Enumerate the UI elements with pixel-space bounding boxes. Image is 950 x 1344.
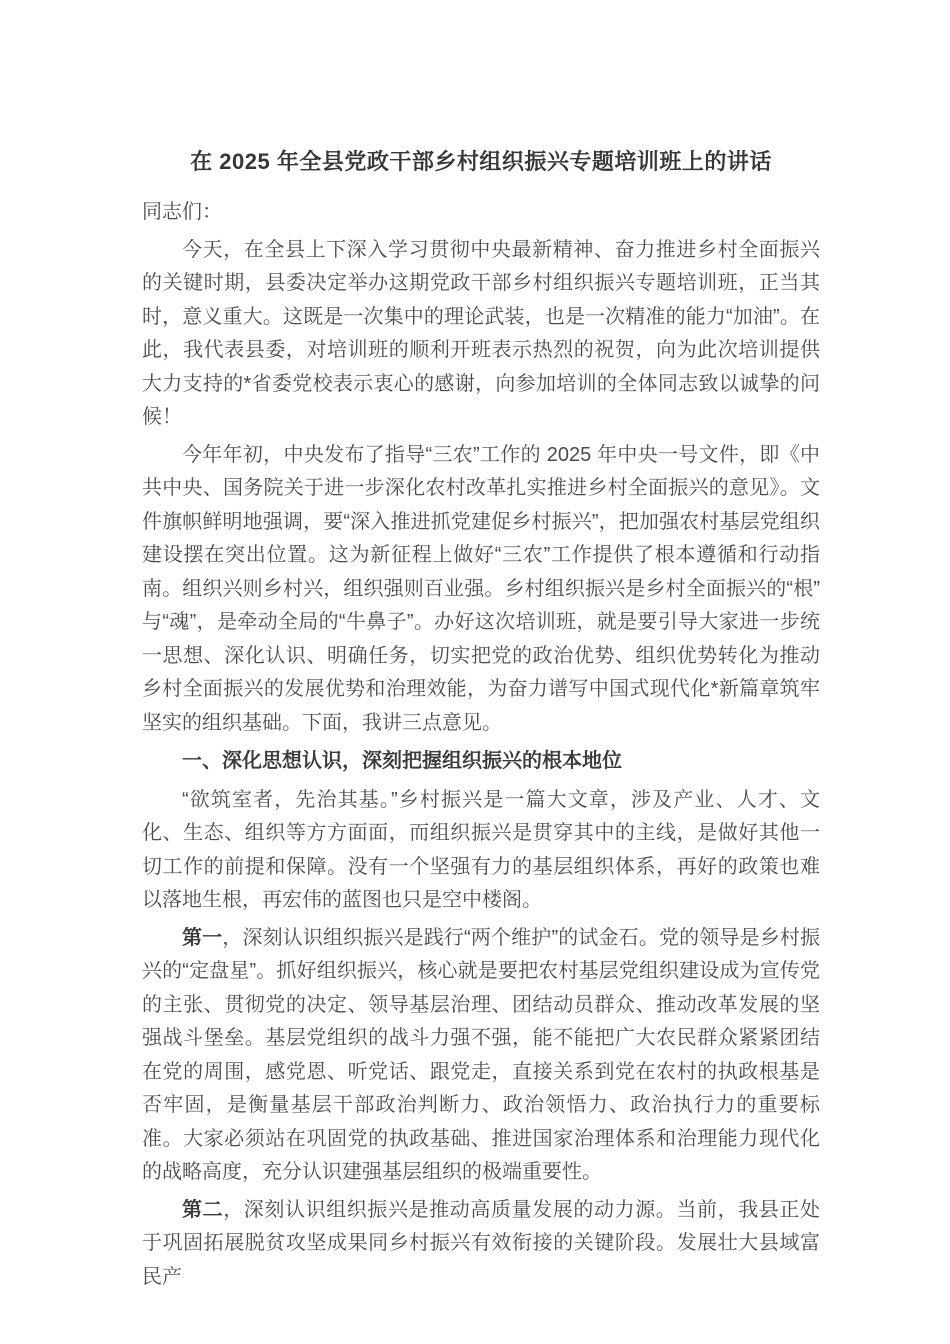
paragraph-second-point-body: ，深刻认识组织振兴是推动高质量发展的动力源。当前，我县正处于巩固拓展脱贫攻坚成果同乡村振兴有效衔接的关键阶段。发展壮大县域富民产 — [142, 1198, 821, 1288]
salutation: 同志们： — [142, 201, 222, 223]
paragraph-foundation: “欲筑室者，先治其基。”乡村振兴是一篇大文章，涉及产业、人才、文化、生态、组织等方方面面，而组织振兴是贯穿其中的主线，是做好其他一切工作的前提和保障。没有一个坚强有力的基层组织体系，再好的政策也难以落地生根，再宏伟的蓝图也只是空中楼阁。 — [142, 788, 820, 911]
section-heading-1: 一、深化思想认识，深刻把握组织振兴的根本地位 — [182, 750, 622, 772]
paragraph-first-point-lead: 第一 — [182, 926, 223, 949]
paragraph-central-document: 今年年初，中央发布了指导“三农”工作的 2025 年中央一号文件，即《中共中央、国务院关于进一步深化农村改革扎实推进乡村全面振兴的意见》。文件旗帜鲜明地强调，要“深入推进抓党建促乡村振兴”，把加强农村基层党组织建设摆在突出位置。这为新征程上做好“三农”工作提供了根本遵循和行动指南。组织兴则乡村兴，组织强则百业强。乡村组织振兴是乡村全面振兴的“根”与“魂”，是牵动全局的“牛鼻子”。办好这次培训班，就是要引导大家进一步统一思想、深化认识、明确任务，切实把党的政治优势、组织优势转化为推动乡村全面振兴的发展优势和治理效能，为奋力谱写中国式现代化*新篇章筑牢坚实的组织基础。下面，我讲三点意见。 — [142, 443, 820, 734]
paragraph-second-point — [142, 1194, 820, 1295]
document-title: 在 2025 年全县党政干部乡村组织振兴专题培训班上的讲话 — [190, 149, 772, 174]
paragraph-first-point — [142, 922, 820, 1190]
paragraph-opening: 今天，在全县上下深入学习贯彻中央最新精神、奋力推进乡村全面振兴的关键时期，县委决定举办这期党政干部乡村组织振兴专题培训班，正当其时，意义重大。这既是一次集中的理论武装，也是一次精准的能力“加油”。在此，我代表县委，对培训班的顺利开班表示热烈的祝贺，向为此次培训提供大力支持的*省委党校表示衷心的感谢，向参加培训的全体同志致以诚挚的问候！ — [142, 238, 820, 428]
paragraph-first-point-body: ，深刻认识组织振兴是践行“两个维护”的试金石。党的领导是乡村振兴的“定盘星”。抓好组织振兴，核心就是要把农村基层党组织建设成为宣传党的主张、贯彻党的决定、领导基层治理、团结动员群众、推动改革发展的坚强战斗堡垒。基层党组织的战斗力强不强，能不能把广大农民群众紧紧团结在党的周围，感党恩、听党话、跟党走，直接关系到党在农村的执政根基是否牢固，是衡量基层干部政治判断力、政治领悟力、政治执行力的重要标准。大家必须站在巩固党的执政基础、推进国家治理体系和治理能力现代化的战略高度，充分认识建强基层组织的极端重要性。 — [142, 926, 820, 1183]
paragraph-second-point-lead: 第二 — [182, 1198, 224, 1221]
